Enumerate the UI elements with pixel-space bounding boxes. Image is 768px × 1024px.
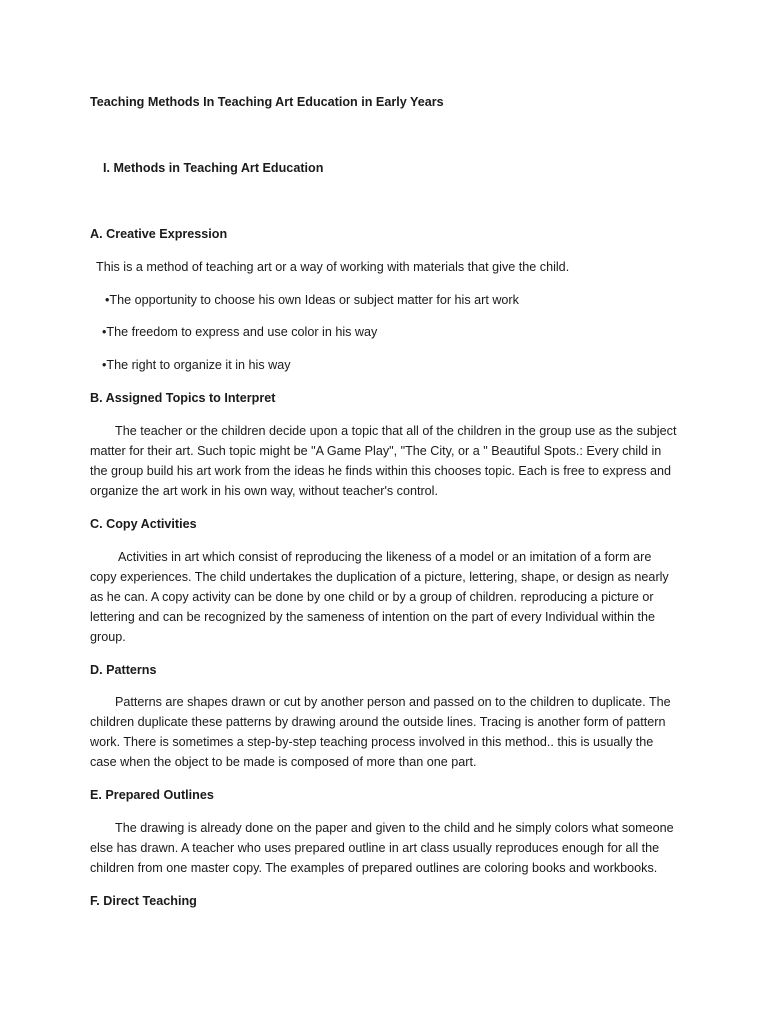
- heading-assigned-topics: B. Assigned Topics to Interpret: [90, 391, 276, 405]
- heading-prepared-outlines: E. Prepared Outlines: [90, 788, 214, 802]
- heading-direct-teaching: F. Direct Teaching: [90, 894, 197, 908]
- prepared-outlines-body: The drawing is already done on the paper and given to the child and he simply colors what someone else has drawn. A teacher who uses prepared outline in art class usually reproduces enough for all the children from one master copy. The examples of prepared outlines are coloring books and workbooks.: [90, 821, 674, 875]
- bullet-item: •The opportunity to choose his own Ideas or subject matter for his art work: [105, 293, 519, 307]
- patterns-body: Patterns are shapes drawn or cut by another person and passed on to the children to duplicate. The children duplicate these patterns by drawing around the outside lines. Tracing is another form of pattern work. There is sometimes a step-by-step teaching process involved in this method.. this is usually the case when the object to be made is composed of more than one part.: [90, 695, 671, 769]
- heading-patterns: D. Patterns: [90, 663, 157, 677]
- bullet-item: •The freedom to express and use color in his way: [102, 325, 378, 339]
- heading-creative-expression: A. Creative Expression: [90, 227, 228, 241]
- document-title: Teaching Methods In Teaching Art Education in Early Years: [90, 95, 444, 109]
- creative-expression-intro: This is a method of teaching art or a way of working with materials that give the child.: [96, 260, 570, 274]
- copy-activities-body: Activities in art which consist of reproducing the likeness of a model or an imitation of a form are copy experiences. The child undertakes the duplication of a picture, lettering, shape, or design as nearly as he can. A copy activity can be done by one child or by a group of children. reproducing a picture or lettering and can be recognized by the sameness of intention on the part of every Individual within the group.: [90, 550, 669, 644]
- section-heading: I. Methods in Teaching Art Education: [103, 161, 324, 175]
- heading-copy-activities: C. Copy Activities: [90, 517, 197, 531]
- assigned-topics-body: The teacher or the children decide upon a topic that all of the children in the group use as the subject matter for their art. Such topic might be "A Game Play", "The City, or a " Beautiful Spots.: Every child in the group build his art work from the ideas he finds within this chooses topic. Each is free to express and organize the art work in his own way, without teacher's control.: [90, 424, 677, 498]
- bullet-item: •The right to organize it in his way: [102, 358, 291, 372]
